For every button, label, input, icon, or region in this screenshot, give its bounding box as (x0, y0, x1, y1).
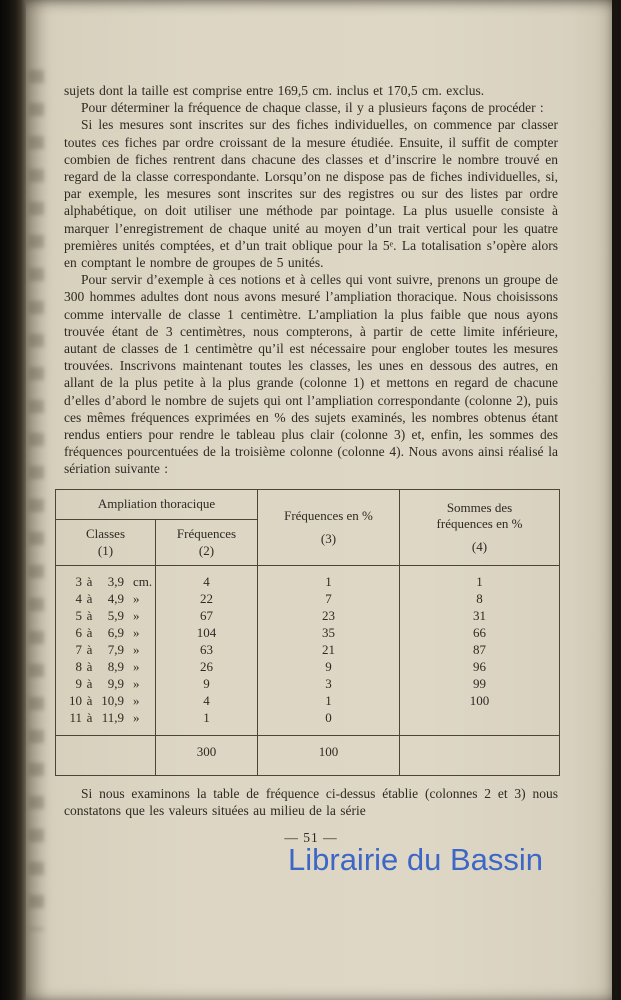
totals-row (56, 735, 560, 775)
sum-cell (400, 709, 560, 736)
classe-cell (56, 692, 156, 709)
classe-unit: » (133, 624, 140, 640)
classe-from: 3 (75, 573, 82, 589)
freq-cell: 4 (156, 565, 258, 590)
book-binding-edge (0, 0, 28, 1000)
classe-cell (56, 590, 156, 607)
classe-unit: » (133, 607, 140, 623)
classe-from: 7 (75, 641, 82, 657)
sum-cell: 8 (400, 590, 560, 607)
frequency-table (55, 489, 560, 776)
paragraph: Si les mesures sont inscrites sur des fiches individuelles, on commence par classer toutes ces fiches par ordre croissant de la mesure étudiée. Ensuite, il suffit de compter combien de fiches rentrent dans chacune des classes et d’inscrire le nombre trouvé en regard de la classe correspondante. Lorsqu’on ne dispose pas de fiches individuelles, si, par exemple, les mesures sont inscrites sur des registres ou sur des listes par ordre alphabétique, on doit utiliser une méthode par pointage. La plus usuelle consiste à marquer l’enregistrement de chaque unité au moyen d’un trait vertical pour les quatre premières unités comptées, et d’un trait oblique pour la 5ᵉ. La totalisation s’opère alors en comptant le nombre de groupes de 5 unités. (64, 117, 558, 271)
header-group-label: Ampliation thoracique (97, 496, 216, 512)
classe-cell (56, 709, 156, 736)
sum-cell: 1 (400, 565, 560, 590)
table-row (56, 658, 560, 675)
sum-cell: 99 (400, 675, 560, 692)
pct-cell: 9 (258, 658, 400, 675)
table-row (56, 624, 560, 641)
header-frequences-pct (258, 489, 400, 565)
table-row (56, 675, 560, 692)
classe-to: 11,9 (101, 709, 124, 725)
freq-cell: 1 (156, 709, 258, 736)
paragraph: sujets dont la taille est comprise entre 169,5 cm. inclus et 170,5 cm. exclus. (64, 83, 485, 98)
frequency-table-totals (56, 735, 560, 775)
classe-sep: à (86, 675, 93, 691)
classe-from: 9 (75, 675, 82, 691)
header-column-number: (3) (320, 530, 337, 546)
classe-sep: à (86, 607, 93, 623)
paragraph: Si nous examinons la table de fréquence ci-dessus établie (colonnes 2 et 3) nous constatons que les valeurs situées au milieu de la série (64, 785, 558, 818)
classe-sep: à (86, 641, 93, 657)
frequency-table-body (56, 565, 560, 735)
classe-sep: à (86, 658, 93, 674)
sum-cell: 87 (400, 641, 560, 658)
classe-sep: à (86, 590, 93, 606)
classe-to: 9,9 (107, 675, 124, 691)
classe-from: 6 (75, 624, 82, 640)
classe-cell (56, 675, 156, 692)
classe-from: 4 (75, 590, 82, 606)
classe-cell (56, 658, 156, 675)
classe-sep: à (86, 709, 93, 725)
classe-cell (56, 607, 156, 624)
header-sommes-frequences (400, 489, 560, 565)
table-row (56, 641, 560, 658)
totals-pct-cell: 100 (258, 735, 400, 775)
classe-cell (56, 565, 156, 590)
classe-to: 6,9 (107, 624, 124, 640)
page-number: — 51 — (284, 830, 338, 846)
classe-cell (56, 624, 156, 641)
pct-cell: 3 (258, 675, 400, 692)
totals-empty-cell (400, 735, 560, 775)
freq-cell: 63 (156, 641, 258, 658)
classe-unit: » (133, 709, 140, 725)
freq-cell: 104 (156, 624, 258, 641)
pct-cell: 0 (258, 709, 400, 736)
freq-cell: 22 (156, 590, 258, 607)
classe-unit: » (133, 641, 140, 657)
classe-from: 11 (69, 709, 82, 725)
header-column-number: (1) (97, 542, 114, 558)
sum-cell: 31 (400, 607, 560, 624)
pct-cell: 1 (258, 565, 400, 590)
header-label: Classes (86, 525, 125, 541)
header-column-number: (2) (198, 542, 215, 558)
frequency-table-header (56, 489, 560, 565)
sum-cell: 96 (400, 658, 560, 675)
classe-to: 7,9 (107, 641, 124, 657)
paragraph: Pour déterminer la fréquence de chaque classe, il y a plusieurs façons de procéder : (81, 100, 544, 116)
classe-to: 4,9 (107, 590, 124, 606)
classe-from: 10 (69, 692, 82, 708)
header-label: fréquences en % (436, 515, 523, 531)
classe-unit: cm. (133, 573, 153, 589)
header-label: Sommes des (446, 499, 513, 515)
paragraph: Pour servir d’exemple à ces notions et à celles qui vont suivre, prenons un groupe de 300 hommes adultes dont nous avons mesuré l’ampliation thoracique. Nous choisissons comme intervalle de classe 1 centimètre. L’ampliation la plus faible que nous ayons trouvée étant de 3 centimètres, nous compterons, à partir de cette limite inférieure, autant de classes de 1 centimètre qu’il est nécessaire pour englober toutes les mesures trouvées. Inscrivons maintenant toutes les classes, les unes en dessous des autres, en allant de la plus petite à la plus grande (colonne 1) et mettons en regard de chacune d’elles d’abord le nombre de sujets qui ont l’ampliation correspondante (colonne 2), puis ces mêmes fréquences exprimées en % des sujets examinés, les nombres obtenus étant rendus entiers pour rendre le tableau plus clair (colonne 3) et, enfin, les sommes des fréquences pourcentuées de la troisième colonne (colonne 4). Nous avons ainsi réalisé la sériation suivante : (64, 272, 558, 477)
classe-cell (56, 641, 156, 658)
pct-cell: 21 (258, 641, 400, 658)
classe-to: 5,9 (107, 607, 124, 623)
classe-unit: » (133, 590, 140, 606)
classe-to: 10,9 (101, 692, 124, 708)
classe-to: 3,9 (107, 573, 124, 589)
table-row (56, 709, 560, 736)
watermark: Librairie du Bassin (288, 842, 544, 877)
classe-from: 5 (75, 607, 82, 623)
classe-sep: à (86, 624, 93, 640)
header-group-ampliation (56, 489, 258, 519)
table-row (56, 607, 560, 624)
freq-cell: 26 (156, 658, 258, 675)
pct-cell: 23 (258, 607, 400, 624)
sum-cell: 66 (400, 624, 560, 641)
classe-from: 8 (75, 658, 82, 674)
table-header-row (56, 489, 560, 519)
header-label: Fréquences (176, 525, 237, 541)
pct-cell: 35 (258, 624, 400, 641)
freq-cell: 67 (156, 607, 258, 624)
page-content (64, 82, 558, 846)
freq-cell: 9 (156, 675, 258, 692)
classe-sep: à (86, 573, 93, 589)
classe-to: 8,9 (107, 658, 124, 674)
classe-unit: » (133, 692, 140, 708)
table-row (56, 590, 560, 607)
totals-empty-cell (56, 735, 156, 775)
totals-freq-cell: 300 (156, 735, 258, 775)
header-label: Fréquences en % (284, 507, 373, 523)
table-row (56, 692, 560, 709)
header-column-number: (4) (471, 538, 488, 554)
ink-bleed-through (29, 70, 44, 930)
table-row (56, 565, 560, 590)
sum-cell: 100 (400, 692, 560, 709)
classe-unit: » (133, 675, 140, 691)
header-frequences (156, 519, 258, 565)
classe-sep: à (86, 692, 93, 708)
freq-cell: 4 (156, 692, 258, 709)
pct-cell: 7 (258, 590, 400, 607)
pct-cell: 1 (258, 692, 400, 709)
header-classes (56, 519, 156, 565)
classe-unit: » (133, 658, 140, 674)
book-page (26, 0, 612, 1000)
